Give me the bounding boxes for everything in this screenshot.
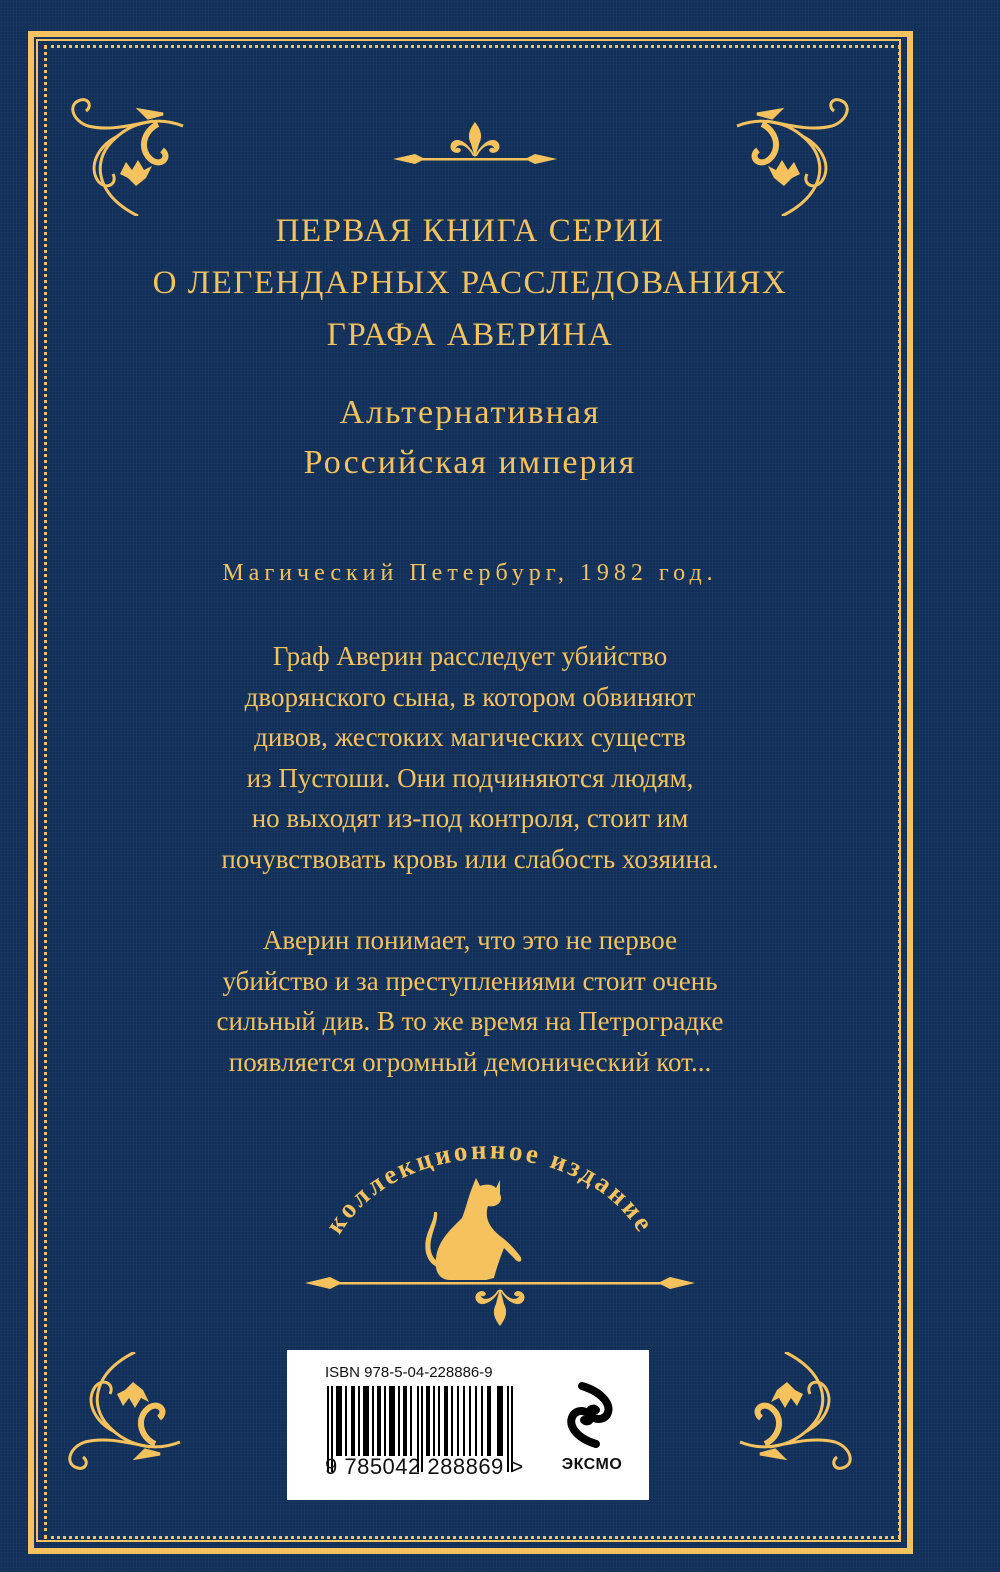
- text-line: из Пустоши. Они подчиняются людям,: [246, 762, 694, 793]
- cat-silhouette-icon: [425, 1178, 521, 1280]
- text-line: почувствовать кровь или слабость хозяина.: [221, 843, 719, 874]
- floral-corner-icon: [58, 66, 198, 216]
- setting-line: Магический Петербург, 1982 год.: [222, 560, 718, 586]
- genre-line: Альтернативная: [339, 394, 601, 431]
- series-line: О ЛЕГЕНДАРНЫХ РАССЛЕДОВАНИЯХ: [152, 265, 788, 301]
- synopsis-paragraph-2: [100, 920, 840, 1082]
- text-line: дивов, жестоких магических существ: [254, 722, 686, 752]
- floral-corner-icon: [55, 1352, 195, 1502]
- publisher-logo: [557, 1380, 627, 1490]
- text-line: Аверин понимает, что это не первое: [262, 925, 678, 955]
- collector-edition-emblem: [300, 1108, 700, 1328]
- text-line: сильный див. В то же время на Петроградке: [216, 1006, 724, 1036]
- synopsis-paragraph-1: [100, 636, 840, 879]
- isbn-label: ISBN 978-5-04-228886-9: [325, 1364, 493, 1381]
- text-line: Граф Аверин расследует убийство: [272, 641, 668, 671]
- series-line: ПЕРВАЯ КНИГА СЕРИИ: [275, 213, 665, 249]
- barcode-panel: [287, 1350, 649, 1500]
- barcode-digits: 9 785042 288869 >: [325, 1454, 524, 1479]
- publisher-name: ЭКСМО: [561, 1456, 623, 1473]
- floral-corner-icon: [725, 1352, 865, 1502]
- floral-corner-icon: [722, 66, 862, 216]
- fleur-de-lis-icon: [375, 110, 575, 170]
- series-heading: [100, 205, 840, 361]
- genre-line: Российская империя: [303, 444, 637, 481]
- text-line: убийство и за преступлениями стоит очень: [222, 965, 718, 996]
- series-line: ГРАФА АВЕРИНА: [326, 317, 614, 353]
- text-line: появляется огромный демонический кот...: [228, 1046, 712, 1077]
- text-line: но выходят из-под контроля, стоит им: [251, 803, 689, 833]
- text-line: дворянского сына, в котором обвиняют: [244, 681, 696, 712]
- emblem-arc-text: коллекционное издание: [319, 1134, 661, 1239]
- genre-heading: [100, 388, 840, 488]
- eksmo-logo-icon: [562, 1380, 622, 1450]
